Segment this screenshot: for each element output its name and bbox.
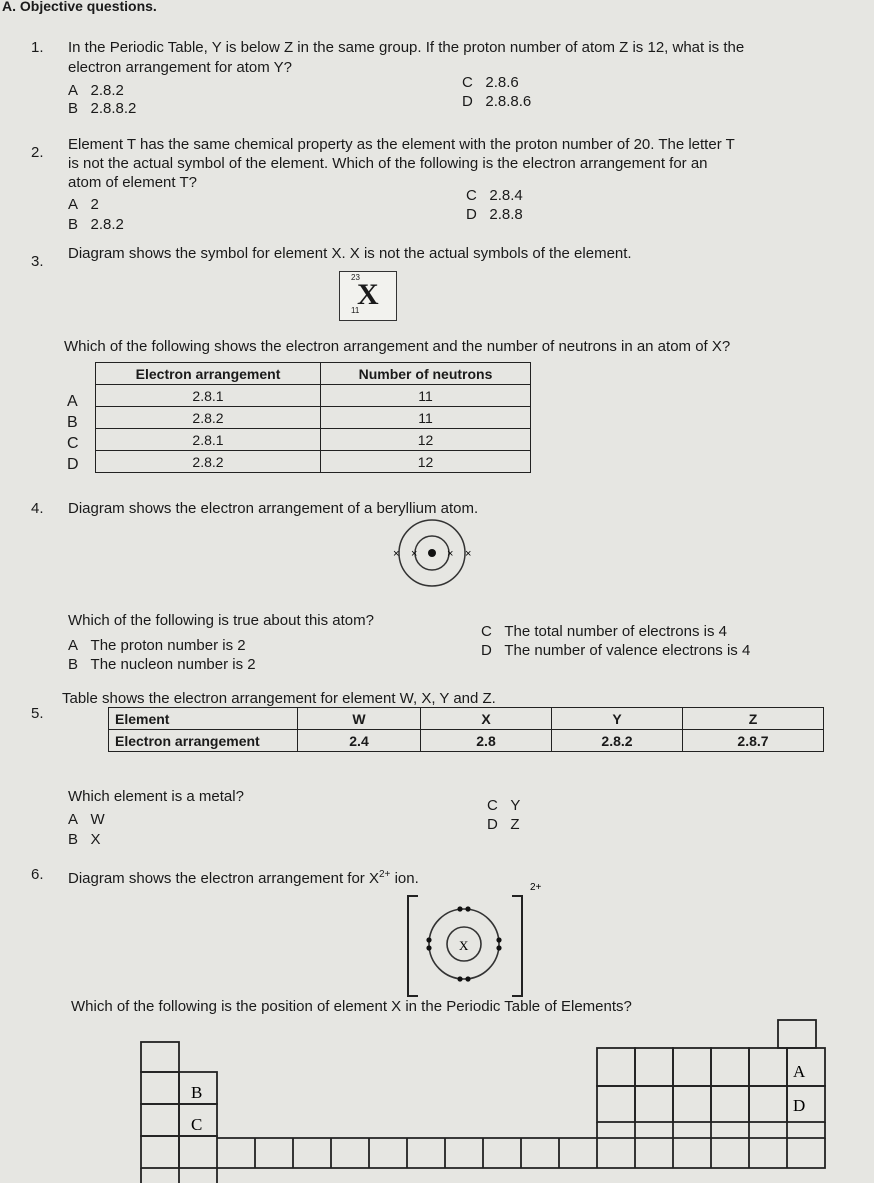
option-text: W xyxy=(90,811,105,828)
nucleus-label: X xyxy=(459,938,469,953)
electron-dot xyxy=(496,937,501,942)
q3-table xyxy=(95,362,531,473)
option-text: Z xyxy=(510,816,520,833)
cell-neutrons: 12 xyxy=(321,429,531,451)
option-letter: A xyxy=(68,811,79,828)
option-letter: A xyxy=(68,637,79,654)
q3-option-d[interactable]: D xyxy=(67,456,79,473)
nucleus-dot xyxy=(428,549,436,557)
grid-line xyxy=(255,1122,787,1168)
grid-cell xyxy=(749,1048,787,1086)
cell-arrangement-y: 2.8.2 xyxy=(552,730,683,752)
q1-option-d[interactable] xyxy=(462,93,531,111)
grid-cell xyxy=(635,1086,673,1122)
grid-cell xyxy=(141,1072,179,1104)
option-letter: C xyxy=(481,623,492,640)
q6-question: Which of the following is the position of element X in the Periodic Table of Elements? xyxy=(71,998,632,1015)
electron-dot xyxy=(457,906,462,911)
header-electron-arrangement: Electron arrangement xyxy=(96,363,321,385)
grid-cell xyxy=(179,1136,217,1168)
grid-cell xyxy=(711,1086,749,1122)
option-text: 2.8.6 xyxy=(485,74,519,91)
option-letter: C xyxy=(487,797,498,814)
q5-option-a[interactable] xyxy=(68,811,105,829)
grid-label-c[interactable]: C xyxy=(191,1115,203,1134)
q4-question: Which of the following is true about this atom? xyxy=(68,612,374,629)
q1-option-b[interactable] xyxy=(68,100,136,118)
cell-element-y: Y xyxy=(552,708,683,730)
cell-arrangement: 2.8.1 xyxy=(96,429,321,451)
q4-option-b[interactable] xyxy=(68,656,256,674)
q5-option-c[interactable] xyxy=(487,797,520,815)
electron-dot xyxy=(426,937,431,942)
q6-text-pre: Diagram shows the electron arrangement for xyxy=(68,870,369,887)
section-title: A. Objective questions. xyxy=(2,0,157,14)
cell-arrangement: 2.8.2 xyxy=(96,451,321,473)
option-letter: A xyxy=(68,196,79,213)
option-text: 2.8.8 xyxy=(489,206,523,223)
q2-text-line3: atom of element T? xyxy=(68,174,197,191)
option-letter: B xyxy=(68,831,79,848)
q6-number: 6. xyxy=(31,866,44,883)
option-text: 2.8.2 xyxy=(90,82,124,99)
right-bracket xyxy=(512,896,522,996)
grid-line xyxy=(217,1122,825,1138)
option-text: 2 xyxy=(90,196,99,213)
q2-option-a[interactable] xyxy=(68,196,99,214)
q3-question: Which of the following shows the electron arrangement and the number of neutrons in an atom of X? xyxy=(64,338,731,355)
electron-mark: × xyxy=(411,548,418,560)
q3-text-line1: Diagram shows the symbol for element X. X is not the actual symbols of the element. xyxy=(68,245,632,262)
option-letter: C xyxy=(466,187,477,204)
q1-option-c[interactable] xyxy=(462,74,519,92)
option-text: The number of valence electrons is 4 xyxy=(504,642,751,659)
periodic-table-grid xyxy=(138,1014,838,1183)
q1-number: 1. xyxy=(31,39,44,56)
element-symbol-box xyxy=(339,271,397,321)
electron-dot xyxy=(457,976,462,981)
q1-text-line2: electron arrangement for atom Y? xyxy=(68,59,293,76)
electron-dot xyxy=(465,976,470,981)
q5-table xyxy=(108,707,824,752)
option-letter: B xyxy=(68,216,79,233)
cell-arrangement-w: 2.4 xyxy=(298,730,421,752)
option-text: Y xyxy=(510,797,521,814)
cell-arrangement-label: Electron arrangement xyxy=(109,730,298,752)
diagram-charge-label: 2+ xyxy=(530,882,542,893)
ion-charge: 2+ xyxy=(379,869,391,880)
q2-number: 2. xyxy=(31,144,44,161)
grid-label-d[interactable]: D xyxy=(793,1096,806,1115)
cell-neutrons: 11 xyxy=(321,385,531,407)
grid-line xyxy=(141,1168,217,1183)
q4-option-d[interactable] xyxy=(481,642,750,660)
electron-dot xyxy=(496,945,501,950)
option-letter: C xyxy=(462,74,473,91)
grid-cell xyxy=(749,1086,787,1122)
grid-cell xyxy=(711,1048,749,1086)
table-row xyxy=(109,708,824,730)
grid-cell xyxy=(597,1086,635,1122)
grid-cell xyxy=(597,1048,635,1086)
q2-option-c[interactable] xyxy=(466,187,523,205)
option-letter: D xyxy=(466,206,477,223)
option-letter: B xyxy=(68,100,79,117)
q1-option-a[interactable] xyxy=(68,82,124,100)
q5-number: 5. xyxy=(31,705,44,722)
grid-label-b[interactable]: B xyxy=(191,1083,203,1102)
q4-text-line1: Diagram shows the electron arrangement of a beryllium atom. xyxy=(68,500,479,517)
q2-text-line1: Element T has the same chemical property as the element with the proton number of 20. The letter T xyxy=(68,136,735,153)
cell-element-x: X xyxy=(421,708,552,730)
q3-option-b[interactable]: B xyxy=(67,414,78,431)
element-symbol: X xyxy=(357,278,379,311)
option-letter: D xyxy=(462,93,473,110)
q6-text-post: ion. xyxy=(390,870,419,887)
q6-text-line1 xyxy=(68,866,419,888)
grid-cell xyxy=(141,1042,179,1072)
table-header-row xyxy=(96,363,531,385)
grid-cell xyxy=(778,1020,816,1048)
header-number-of-neutrons: Number of neutrons xyxy=(321,363,531,385)
q2-option-b[interactable] xyxy=(68,216,124,234)
option-text: 2.8.2 xyxy=(90,216,124,233)
grid-cell xyxy=(141,1136,179,1168)
q5-option-b[interactable] xyxy=(68,831,101,849)
table-row xyxy=(96,385,531,407)
cell-arrangement: 2.8.2 xyxy=(96,407,321,429)
q5-question: Which element is a metal? xyxy=(68,788,244,805)
option-text: 2.8.8.2 xyxy=(90,100,137,117)
q3-number: 3. xyxy=(31,253,44,270)
cell-element-label: Element xyxy=(109,708,298,730)
cell-neutrons: 11 xyxy=(321,407,531,429)
option-letter: B xyxy=(68,656,79,673)
cell-element-w: W xyxy=(298,708,421,730)
option-letter: D xyxy=(487,816,498,833)
table-row xyxy=(109,730,824,752)
table-row xyxy=(96,407,531,429)
cell-arrangement-z: 2.8.7 xyxy=(683,730,824,752)
electron-mark: × xyxy=(393,548,400,560)
q2-option-d[interactable] xyxy=(466,206,523,224)
mass-number: 23 xyxy=(351,273,360,282)
grid-cell xyxy=(635,1048,673,1086)
left-bracket xyxy=(408,896,418,996)
table-row xyxy=(96,451,531,473)
q3-option-a[interactable]: A xyxy=(67,393,78,410)
cell-neutrons: 12 xyxy=(321,451,531,473)
grid-cell xyxy=(673,1048,711,1086)
option-text: The proton number is 2 xyxy=(90,637,246,654)
q5-text-line1: Table shows the electron arrangement for element W, X, Y and Z. xyxy=(62,690,496,707)
option-text: X xyxy=(90,831,101,848)
q4-number: 4. xyxy=(31,500,44,517)
cell-arrangement-x: 2.8 xyxy=(421,730,552,752)
option-letter: A xyxy=(68,82,79,99)
cell-arrangement: 2.8.1 xyxy=(96,385,321,407)
q4-option-a[interactable] xyxy=(68,637,246,655)
proton-number: 11 xyxy=(351,306,360,315)
electron-dot xyxy=(426,945,431,950)
electron-dot xyxy=(465,906,470,911)
option-text: 2.8.4 xyxy=(489,187,523,204)
beryllium-atom-diagram xyxy=(390,515,490,591)
electron-mark: × xyxy=(447,548,454,560)
electron-mark: × xyxy=(465,548,472,560)
option-text: The total number of electrons is 4 xyxy=(504,623,727,640)
option-letter: D xyxy=(481,642,492,659)
cell-element-z: Z xyxy=(683,708,824,730)
q1-text-line1: In the Periodic Table, Y is below Z in the same group. If the proton number of atom Z is 12, what is the xyxy=(68,39,745,56)
q2-text-line2: is not the actual symbol of the element. Which of the following is the electron arrangement for an xyxy=(68,155,708,172)
ion-electron-diagram xyxy=(400,878,560,1000)
ion-symbol: X xyxy=(368,870,379,887)
q3-option-c[interactable]: C xyxy=(67,435,79,452)
option-text: 2.8.8.6 xyxy=(485,93,532,110)
table-row xyxy=(96,429,531,451)
grid-label-a[interactable]: A xyxy=(793,1062,806,1081)
q5-option-d[interactable] xyxy=(487,816,520,834)
q4-option-c[interactable] xyxy=(481,623,727,641)
grid-cell xyxy=(673,1086,711,1122)
grid-cell xyxy=(141,1104,179,1136)
option-text: The nucleon number is 2 xyxy=(90,656,256,673)
